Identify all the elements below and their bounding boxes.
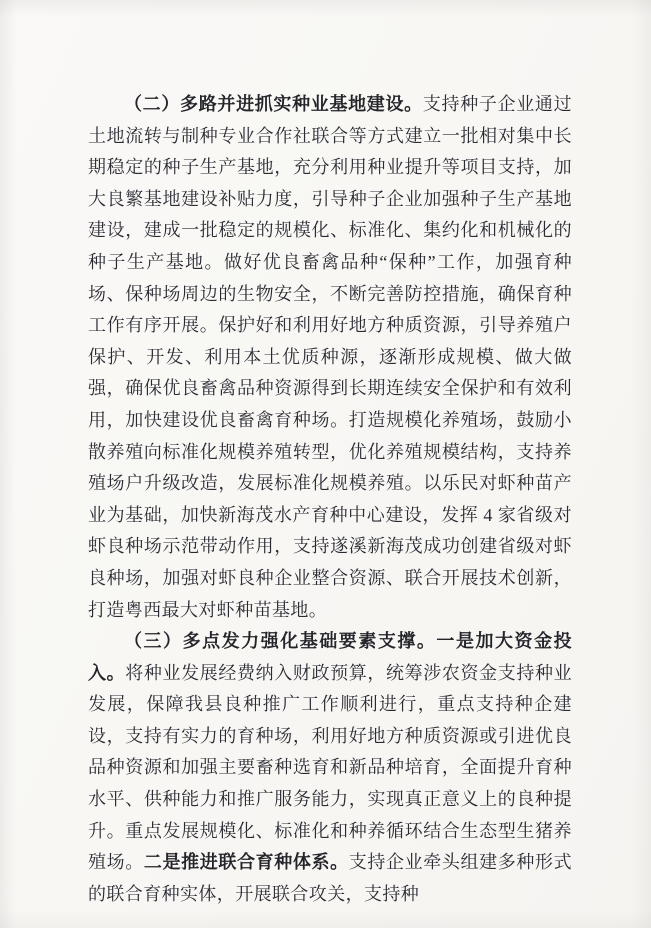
paragraph-section-3 — [88, 626, 572, 910]
text-segment: 支持种子企业通过土地流转与制种专业合作社联合等方式建立一批相对集中长期稳定的种子生产基地，充分利用种业提升等项目支持，加大良繁基地建设补贴力度，引导种子企业加强种子生产基地建设，建成一批稳定的规模化、标准化、集约化和机械化的种子生产基地。做好优良畜禽品种“保种”工作，加强育种场、保种场周边的生物安全，不断完善防控措施，确保育种工作有序开展。保护好和利用好地方种质资源，引导养殖户保护、开发、利用本土优质种源，逐渐形成规模、做大做强，确保优良畜禽品种资源得到长期连续安全保护和有效利用，加快建设优良畜禽育种场。打造规模化养殖场，鼓励小散养殖向标准化规模养殖转型，优化养殖规模结构，支持养殖场户升级改造，发展标准化规模养殖。以乐民对虾种苗产业为基础，加快新海茂水产育种中心建设，发挥 4 家省级对虾良种场示范带动作用，支持遂溪新海茂成功创建省级对虾良种场，加强对虾良种企业整合资源、联合开展技术创新，打造粤西最大对虾种苗基地。 — [88, 94, 572, 620]
paragraph-section-2 — [88, 89, 572, 626]
section-heading: （三）多点发力强化基础要素支撑。一是加大资金投入。 — [88, 631, 572, 683]
text-segment: 支持企业牵头组建多种形式的联合育种实体，开展联合攻关，支持种 — [88, 852, 572, 904]
section-heading: （二）多路并进抓实种业基地建设。 — [124, 94, 423, 114]
text-segment: 将种业发展经费纳入财政预算，统筹涉农资金支持种业发展，保障我县良种推广工作顺利进行，重点支持种企建设，支持有实力的育种场，利用好地方种质资源或引进优良品种资源和加强主要畜种选育和新品种培育，全面提升育种水平、供种能力和推广服务能力，实现真正意义上的良种提升。重点发展规模化、标准化和种养循环结合生态型生猪养殖场。 — [88, 662, 572, 873]
section-heading: 二是推进联合育种体系。 — [143, 852, 349, 873]
document-body — [88, 89, 572, 910]
